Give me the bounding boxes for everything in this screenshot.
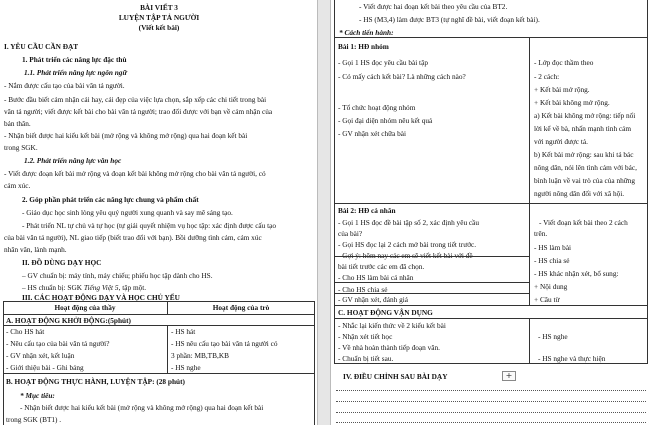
paragraph: - Giáo dục học sinh lòng yêu quý người xung quanh và say mê sáng tạo. — [22, 208, 233, 217]
paragraph: văn tả người; viết được kết bài cho bài văn tả người; trao đổi được với bạn về cảm nhận của — [4, 107, 273, 116]
table-cell: - HS làm bài — [534, 243, 572, 252]
table-cell: - HS nghe — [171, 363, 201, 372]
table-cell: lời kể về bà, nhấn mạnh tình cảm — [534, 124, 632, 133]
dotted-line — [336, 412, 646, 413]
table-cell: - Nhận xét tiết học — [338, 332, 393, 341]
table-cell: - Giới thiệu bài - Ghi bảng — [6, 363, 84, 372]
table-cell: - HS (M3,4) làm được BT3 (tự nghĩ đề bài, viết đoạn kết bài). — [359, 15, 540, 24]
paragraph: bản thân. — [4, 119, 31, 128]
header-teacher: Hoạt động của thầy — [54, 303, 116, 312]
table-cell: - HS khác nhận xét, bổ sung: — [534, 269, 619, 278]
table-cell: - HS nghe và thực hiện — [538, 354, 606, 363]
table-cell: - Cho HS chia sẻ — [338, 285, 388, 294]
table-cell: - Tổ chức hoạt động nhóm — [338, 103, 416, 112]
exercise-title: Bài 2: HĐ cá nhân — [338, 206, 396, 215]
table-cell: - GV nhận xét chữa bài — [338, 129, 407, 138]
text-span: , tập một. — [118, 283, 147, 292]
row-divider — [334, 37, 648, 38]
row-divider — [334, 305, 648, 306]
table-cell: 3 phần: MB,TB,KB — [171, 351, 229, 360]
row-divider — [334, 318, 648, 319]
paragraph: - Nắm được cấu tạo của bài văn tả người. — [4, 81, 125, 90]
table-cell: - Gọi HS đọc lại 2 cách mở bài trong tiết trước. — [338, 240, 477, 249]
row-divider — [3, 325, 315, 326]
dotted-line — [336, 401, 646, 402]
procedure-label: * Cách tiến hành: — [339, 28, 394, 37]
table-cell: - GV nhận xét, kết luận — [6, 351, 75, 360]
table-cell: - Có mấy cách kết bài? Là những cách nào? — [338, 72, 466, 81]
table-cell: - Chuẩn bị tiết sau. — [338, 354, 394, 363]
lesson-subtitle: LUYỆN TẬP TẢ NGƯỜI — [118, 13, 200, 22]
column-divider — [167, 325, 168, 373]
header-student: Hoạt động của trò — [212, 303, 270, 312]
section-heading-4: IV. ĐIỀU CHỈNH SAU BÀI DẠY — [343, 372, 448, 381]
paragraph: của bài văn tả người), NL giao tiếp (biết trao đổi với bạn). Bồi dưỡng tình cảm, cảm xúc — [4, 233, 262, 242]
table-cell: - Nhận biết được hai kiểu kết bài (mở rộng và không mở rộng) qua hai đoạn kết bài — [20, 403, 264, 412]
table-cell: + Nội dung — [534, 282, 568, 291]
exercise-1-heading — [338, 42, 389, 51]
column-divider — [529, 37, 530, 289]
table-cell: người nông dân đối với xã hội. — [534, 189, 625, 198]
exercise-2-heading — [338, 206, 396, 215]
paragraph: - Nhận biết được hai kiểu kết bài (mở rộng và không mở rộng) qua hai đoạn kết bài — [4, 131, 248, 140]
section-c-heading: C. HOẠT ĐỘNG VẬN DỤNG — [338, 308, 433, 317]
subheading-1-1-2: 1.2. Phát triển năng lực văn học — [24, 156, 122, 165]
table-cell: - HS hát — [171, 327, 196, 336]
exercise-title: Bài 1: HĐ nhóm — [338, 42, 389, 51]
dotted-line — [336, 390, 646, 391]
section-b-heading: B. HOẠT ĐỘNG THỰC HÀNH, LUYỆN TẬP: (28 phút) — [6, 377, 185, 386]
paragraph: cảm xúc. — [4, 181, 31, 190]
table-cell: - Gợi ý: hôm nay các em sẽ viết kết bài với đề — [338, 251, 473, 260]
section-heading-1: I. YÊU CẦU CẦN ĐẠT — [4, 42, 79, 51]
book-title: Tiếng Việt 5 — [83, 283, 119, 292]
lesson-title: BÀI VIẾT 3 — [140, 3, 178, 12]
column-divider — [529, 289, 530, 305]
table-cell: với người được tả. — [534, 137, 588, 146]
dotted-line — [336, 422, 646, 423]
table-cell: của bài? — [338, 229, 363, 238]
table-cell: trong SGK (BT1) . — [6, 415, 62, 424]
row-divider — [334, 256, 529, 257]
table-cell: - Viết đoạn kết bài theo 2 cách — [539, 218, 628, 227]
paragraph — [22, 283, 146, 292]
paragraph: trong SGK. — [4, 143, 38, 152]
table-cell: bình luận về vai trò của của những — [534, 176, 636, 185]
table-cell: - Nêu cấu tạo của bài văn tả người? — [6, 339, 110, 348]
table-cell: nông dân, nói lên tình cảm với bác, — [534, 163, 637, 172]
subheading-1-1-1: 1.1. Phát triển năng lực ngôn ngữ — [24, 68, 127, 77]
section-heading-3: III. CÁC HOẠT ĐỘNG DẠY VÀ HỌC CHỦ YẾU — [22, 293, 180, 302]
paragraph: nhân văn, lành mạnh. — [4, 245, 67, 254]
table-cell: trên. — [534, 229, 548, 238]
row-divider — [3, 373, 315, 374]
row-divider — [334, 203, 648, 204]
paragraph: - Bước đầu biết cảm nhận cái hay, cái đẹp của việc lựa chọn, sắp xếp các chi tiết trong bài — [4, 95, 267, 104]
table-cell: - Về nhà hoàn thành tiếp đoạn văn. — [338, 343, 440, 352]
table-cell: - Nhắc lại kiến thức về 2 kiểu kết bài — [338, 321, 446, 330]
subheading-1-1: 1. Phát triển các năng lực đặc thù — [22, 55, 127, 64]
table-cell: - GV nhận xét, đánh giá — [338, 295, 408, 304]
row-divider — [334, 293, 529, 294]
table-cell: bài tiết trước các em đã chọn. — [338, 262, 425, 271]
column-divider — [529, 318, 530, 364]
paragraph: – GV chuẩn bị: máy tính, máy chiếu; phiếu học tập dành cho HS. — [22, 271, 213, 280]
lesson-subtitle-2: (Viết kết bài) — [138, 23, 180, 32]
row-divider — [3, 314, 315, 315]
table-cell: + Kết bài không mở rộng. — [534, 98, 610, 107]
row-divider — [334, 282, 529, 283]
table-cell: - Viết được hai đoạn kết bài theo yêu cầu của BT2. — [359, 2, 508, 11]
left-page — [0, 0, 318, 425]
table-cell: - HS nghe — [538, 332, 568, 341]
objective-label: * Mục tiêu: — [20, 391, 55, 400]
table-cell: - Gọi 1 HS đọc yêu cầu bài tập — [338, 58, 428, 67]
table-cell: - HS chia sẻ — [534, 256, 570, 265]
table-cell: - Lớp đọc thầm theo — [534, 58, 594, 67]
table-cell: - Gọi đại diện nhóm nêu kết quả — [338, 116, 433, 125]
table-add-icon[interactable]: + — [502, 371, 516, 381]
table-cell: - HS nêu cấu tạo bài văn tả người có — [171, 339, 278, 348]
table-cell: - 2 cách: — [534, 72, 560, 81]
subheading-1-2: 2. Góp phần phát triển các năng lực chung và phẩm chất — [22, 195, 199, 204]
table-cell: + Kết bài mở rộng. — [534, 85, 590, 94]
section-heading-2: II. ĐỒ DÙNG DẠY HỌC — [22, 258, 102, 267]
right-page — [330, 0, 650, 425]
table-cell: + Câu từ — [534, 295, 560, 304]
section-a-heading: A. HOẠT ĐỘNG KHỞI ĐỘNG:(5phút) — [6, 316, 131, 325]
text-span: – HS chuẩn bị: SGK — [22, 283, 84, 292]
paragraph: - Phát triển NL tự chủ và tự học (tự giải quyết nhiệm vụ học tập: xác định được cấu tạo — [22, 221, 277, 230]
table-cell: - Gọi 1 HS đọc đề bài tập số 2, xác định yêu cầu — [338, 218, 480, 227]
paragraph: - Viết được đoạn kết bài mở rộng và đoạn kết bài không mở rộng cho bài văn tả người, có — [4, 169, 266, 178]
table-cell: - Cho HS hát — [6, 327, 45, 336]
table-cell: - Cho HS làm bài cá nhân — [338, 273, 414, 282]
table-cell: b) Kết bài mở rộng: sau khi tả bác — [534, 150, 634, 159]
table-cell: a) Kết bài không mở rộng: tiếp nối — [534, 111, 636, 120]
